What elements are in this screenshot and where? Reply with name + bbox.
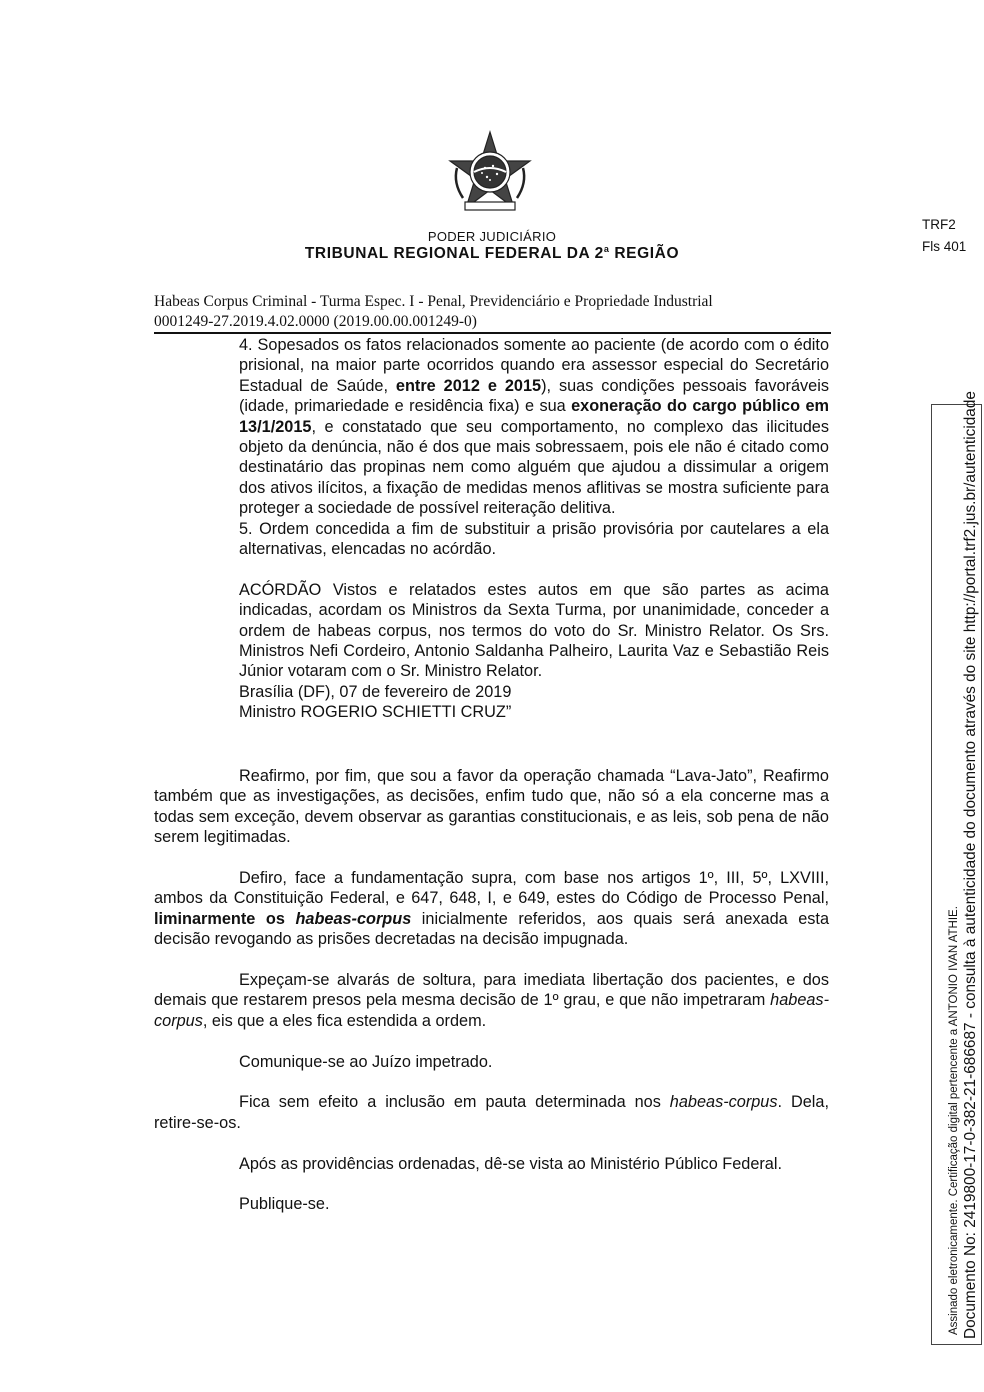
defiro-text-d: inicialmente referidos, aos quais será anexada esta decisão revogando as prisões decretadas na decisão impugnada. xyxy=(154,909,830,949)
expecam-paragraph xyxy=(154,970,829,1031)
case-number: 0001249-27.2019.4.02.0000 (2019.00.00.001249-0) xyxy=(154,313,477,330)
expecam-text-c: , eis que a eles fica estendida a ordem. xyxy=(202,1011,487,1030)
p4-bold-exoneration: exoneração do cargo público em 13/1/2015 xyxy=(239,397,829,436)
defiro-paragraph xyxy=(154,868,829,950)
fica-text-a: Fica sem efeito a inclusão em pauta determinada nos xyxy=(239,1093,670,1112)
folio-number: Fls 401 xyxy=(922,239,967,254)
defiro-bold: liminarmente os xyxy=(154,909,296,928)
expecam-text-a: Expeçam-se alvarás de soltura, para imediata libertação dos pacientes, e dos demais que restarem presos pela mesma decisão de 1º grau, e que não impetraram xyxy=(154,971,829,1010)
fica-paragraph xyxy=(154,1092,829,1133)
case-class: Habeas Corpus Criminal - Turma Espec. I - Penal, Previdenciário e Propriedade Industrial xyxy=(154,293,713,310)
reafirmo-paragraph: Reafirmo, por fim, que sou a favor da operação chamada “Lava-Jato”, Reafirmo também que as investigações, as decisões, enfim tudo que, não só a ela concerne mas a todas sem exceção, devem observar as garantias constitucionais, e as leis, sob pena de não serem legitimadas. xyxy=(154,767,829,847)
quoted-ruling xyxy=(239,335,829,723)
case-header xyxy=(154,292,713,332)
tribunal-ordinal: a xyxy=(603,244,610,254)
acordao-paragraph: ACÓRDÃO Vistos e relatados estes autos em que são partes as acima indicadas, acordam os Ministros da Sexta Turma, por unanimidade, conceder a ordem de habeas corpus, nos termos do voto do Sr. Ministro Relator. Os Srs. Ministros Nefi Cordeiro, Antonio Saldanha Palheiro, Laurita Vaz e Sebastião Reis Júnior votaram com o Sr. Ministro Relator. xyxy=(239,580,829,681)
tribunal-name: TRIBUNAL REGIONAL FEDERAL DA 2 xyxy=(304,245,604,263)
coat-of-arms-seal xyxy=(443,128,537,222)
header-divider xyxy=(154,332,831,334)
tribunal-heading xyxy=(0,244,984,263)
acordao-minister: Ministro ROGERIO SCHIETTI CRUZ” xyxy=(239,703,512,722)
defiro-text-a: Defiro, face a fundamentação supra, com base nos artigos 1º, III, 5º, LXVIII, ambos da Constituição Federal, e 647, 648, I, e 649, estes do Código de Processo Penal, xyxy=(154,869,829,908)
acordao-location-date: Brasília (DF), 07 de fevereiro de 2019 xyxy=(239,682,512,701)
tribunal-region: REGIÃO xyxy=(609,245,680,263)
p4-text-a: 4. Sopesados os fatos relacionados somente ao paciente (de acordo com o édito prisional, na maior parte ocorridos quando era assessor especial do Secretário Estadual de Saúde, xyxy=(239,336,829,395)
p4-bold-period: entre 2012 e 2015 xyxy=(395,376,542,395)
authenticity-url-note: Documento No: 2419800-17-0-382-21-686687 - consulta à autenticidade do documento através do site http://portal.trf2.jus.br/autenticidade xyxy=(962,391,979,1339)
poder-judiciario-heading: PODER JUDICIÁRIO xyxy=(427,229,557,244)
publique-paragraph: Publique-se. xyxy=(239,1195,330,1214)
fica-italic: habeas-corpus xyxy=(669,1093,778,1112)
defiro-bold-italic: habeas-corpus xyxy=(295,909,412,928)
p4-text-c: ), suas condições pessoais favoráveis (idade, primariedade e residência fixa) e sua xyxy=(239,376,829,416)
expecam-italic: habeas-corpus xyxy=(154,991,829,1030)
p4-text-e: , e constatado que seu comportamento, no complexo das ilicitudes objeto da denúncia, não é dos que mais sobressaem, pois ele não é citado como destinatário das propinas nem como alguém que ajudou a dissimular a origem dos ativos ilícitos, a fixação de medidas menos aflitivas se mostra suficiente para proteger a sociedade de possível reiteração delitiva. xyxy=(239,417,829,518)
apos-paragraph: Após as providências ordenadas, dê-se vista ao Ministério Público Federal. xyxy=(239,1154,782,1173)
fica-text-c: . Dela, retire-se-os. xyxy=(154,1093,829,1132)
digital-signature-note: Assinado eletronicamente. Certificação digital pertencente a ANTONIO IVAN ATHIE. xyxy=(948,906,960,1335)
quote-paragraph-4 xyxy=(239,335,829,519)
quote-paragraph-5: 5. Ordem concedida a fim de substituir a prisão provisória por cautelares a ela alternativas, elencadas no acórdão. xyxy=(239,519,829,559)
page-stamp xyxy=(922,214,966,258)
decision-body xyxy=(154,766,829,1235)
comunique-paragraph: Comunique-se ao Juízo impetrado. xyxy=(239,1052,493,1071)
brasao-republica-icon xyxy=(443,128,537,222)
trf-label: TRF2 xyxy=(922,217,956,232)
